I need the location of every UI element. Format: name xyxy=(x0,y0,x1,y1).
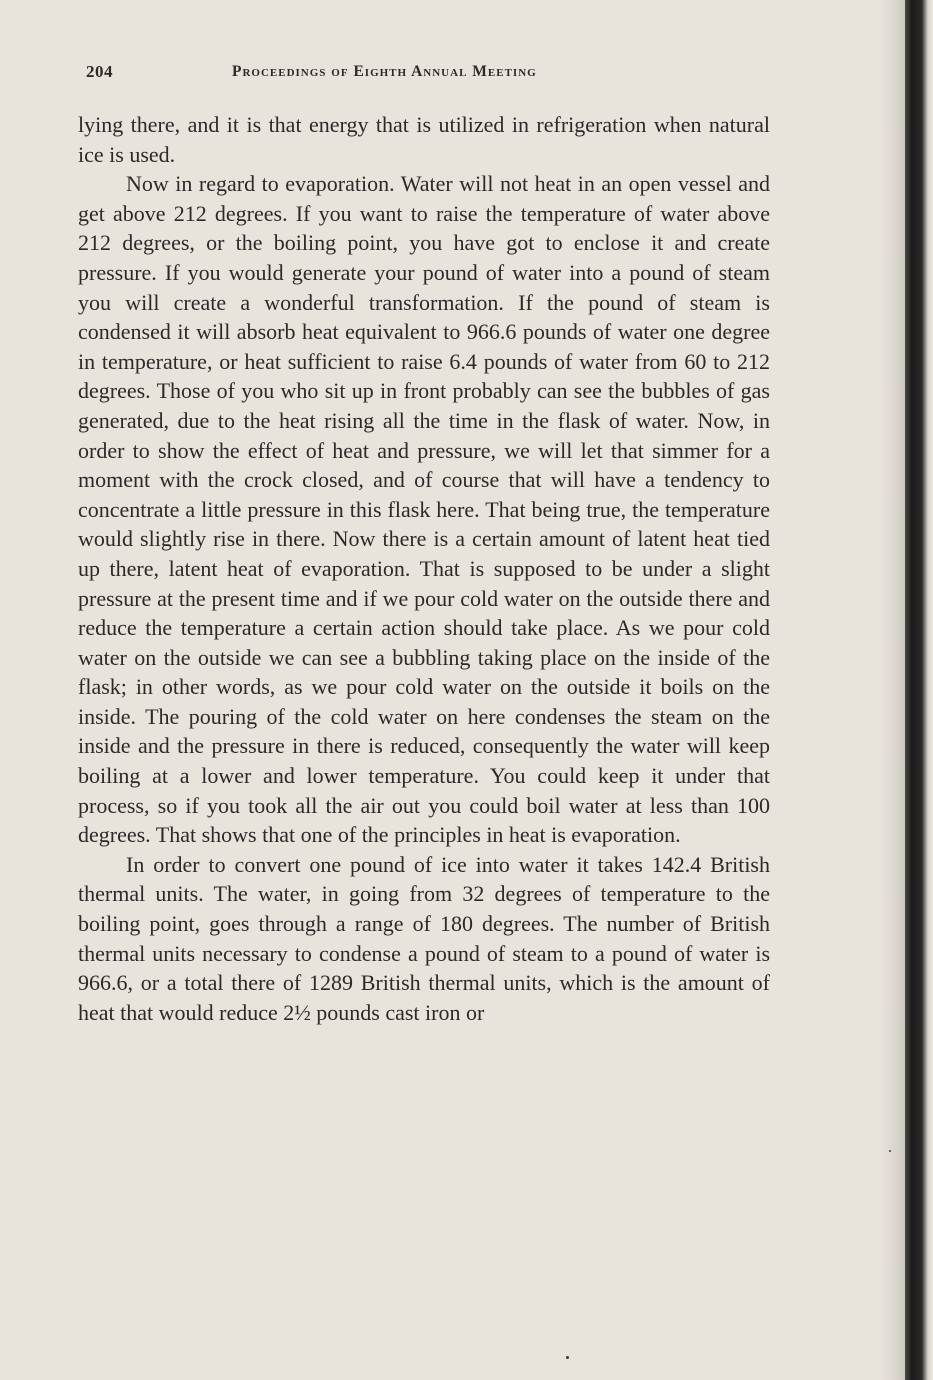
paragraph-3: In order to convert one pound of ice into water it takes 142.4 British thermal units. The water, in going from 32 degrees of temperature to the boiling point, goes through a range of 180 degrees. The number of British thermal units necessary to condense a pound of steam to a pound of water is 966.6, or a total there of 1289 British thermal units, which is the amount of heat that would reduce 2½ pounds cast iron or xyxy=(78,851,770,1025)
page-number: 204 xyxy=(86,62,113,81)
body-text xyxy=(78,110,770,1027)
running-head: Proceedings of Eighth Annual Meeting xyxy=(232,63,537,80)
gutter-shadow xyxy=(880,0,905,1380)
page-header xyxy=(86,62,766,88)
paragraph-2: Now in regard to evaporation. Water will not heat in an open vessel and get above 212 degrees. If you want to raise the temperature of water above 212 degrees, or the boiling point, you have got to enclose it and create pressure. If you would generate your pound of water into a pound of steam you will create a wonderful transformation. If the pound of steam is condensed it will absorb heat equivalent to 966.6 pounds of water one degree in temperature, or heat sufficient to raise 6.4 pounds of water from 60 to 212 degrees. Those of you who sit up in front probably can see the bubbles of gas generated, due to the heat rising all the time in the flask of water. Now, in order to show the effect of heat and pressure, we will let that simmer for a moment with the crock closed, and of course that will have a tendency to concentrate a little pressure in this flask here. That being true, the temperature would slightly rise in there. Now there is a certain amount of latent heat tied up there, latent heat of evaporation. That is supposed to be under a slight pressure at the present time and if we pour cold water on the outside there and reduce the temperature a certain action should take place. As we pour cold water on the outside we can see a bubbling taking place on the inside of the flask; in other words, as we pour cold water on the outside it boils on the inside. The pouring of the cold water on here condenses the steam on the inside and the pressure in there is reduced, consequently the water will keep boiling at a lower and lower temperature. You could keep it under that process, so if you took all the air out you could boil water at less than 100 degrees. That shows that one of the principles in heat is evaporation. xyxy=(78,171,770,848)
paper-speck xyxy=(889,1150,891,1152)
paper-speck xyxy=(566,1356,569,1359)
paragraph-1: lying there, and it is that energy that is utilized in refrigeration when natural ice is used. xyxy=(78,112,770,167)
book-spine xyxy=(905,0,933,1380)
